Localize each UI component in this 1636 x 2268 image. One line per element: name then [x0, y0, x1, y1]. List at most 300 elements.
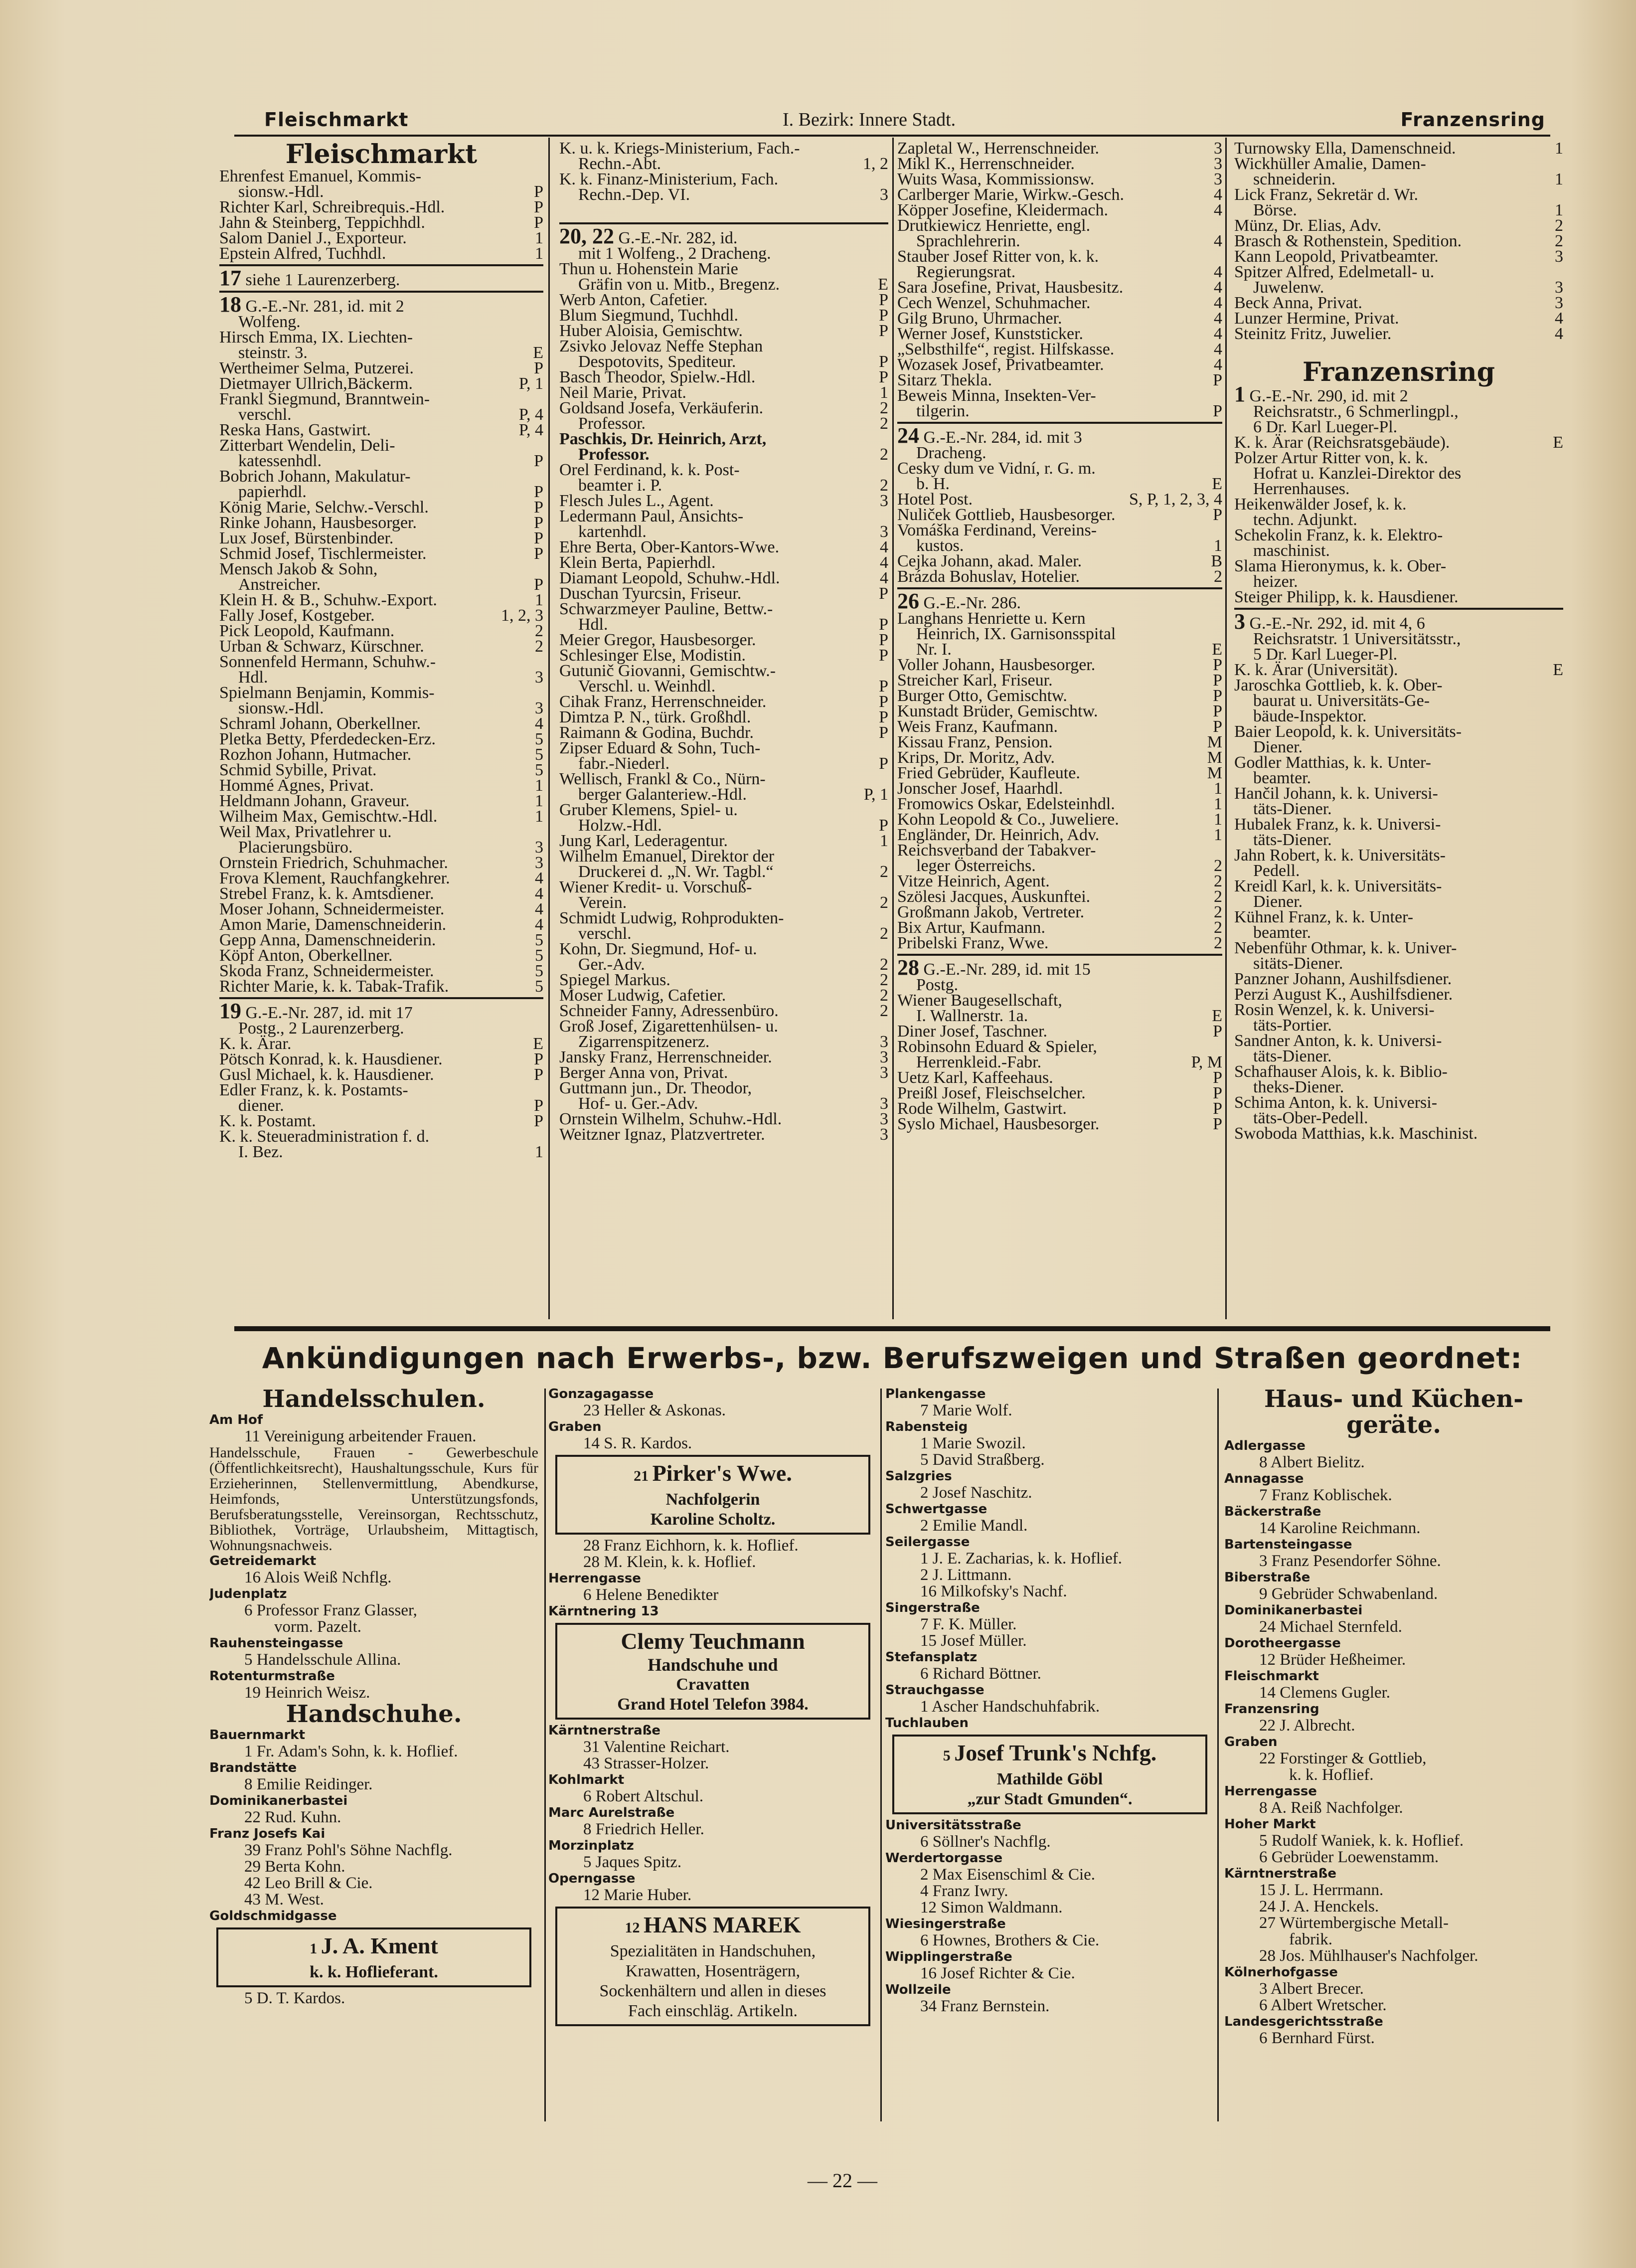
- entry-text: 6 Dr. Karl Lueger-Pl.: [1253, 418, 1398, 436]
- directory-entry: [897, 1116, 1222, 1132]
- floor-marker: 4: [535, 869, 543, 887]
- directory-entry: [897, 295, 1222, 311]
- advertiser-entry: 6 Robert Altschul.: [583, 1787, 704, 1805]
- directory-entry: [897, 904, 1222, 920]
- floor-marker: E: [1212, 1007, 1222, 1025]
- directory-entry: [1234, 724, 1563, 739]
- entry-text: Rosin Wenzel, k. k. Universi-: [1234, 1001, 1435, 1019]
- house-number: 18: [219, 292, 241, 317]
- house-number: 24: [897, 423, 919, 448]
- directory-entry: [1234, 1110, 1563, 1126]
- directory-entry: [559, 224, 888, 248]
- entry-text: berger Galanteriew.-Hdl.: [578, 785, 747, 804]
- floor-marker: M: [1207, 748, 1222, 767]
- floor-marker: E: [1553, 661, 1563, 679]
- entry-text: K. k. Finanz-Ministerium, Fach.: [559, 170, 779, 188]
- directory-entry: [219, 716, 543, 731]
- advertiser-entry: 28 M. Klein, k. k. Hoflief.: [583, 1553, 756, 1571]
- floor-marker: 2: [1214, 857, 1222, 875]
- entry-text: K. k. Steueradministration f. d.: [219, 1127, 430, 1146]
- ad-name: Josef Trunk's Nchfg.: [954, 1740, 1157, 1765]
- floor-marker: 3: [1555, 278, 1563, 297]
- street-name: Dorotheergasse: [1224, 1636, 1341, 1651]
- advertiser-entry: 12 Simon Waldmann.: [920, 1899, 1063, 1917]
- entry-text: I. Wallnerstr. 1a.: [916, 1007, 1028, 1025]
- directory-entry: [219, 793, 543, 809]
- street-name: Marc Aurelstraße: [548, 1805, 675, 1820]
- street-name: Singerstraße: [885, 1600, 980, 1615]
- floor-marker: 4: [880, 538, 888, 556]
- directory-entry: [559, 447, 888, 462]
- advertiser-entry: 8 Albert Bielitz.: [1259, 1453, 1365, 1471]
- floor-marker: P: [879, 693, 888, 711]
- entry-text: Paschkis, Dr. Heinrich, Arzt,: [559, 430, 767, 448]
- entry-text: Reska Hans, Gastwirt.: [219, 421, 371, 439]
- entry-text: kartenhdl.: [578, 523, 647, 541]
- floor-marker: P: [534, 182, 543, 201]
- ads-column-2: [548, 1386, 877, 2124]
- floor-marker: 2: [880, 863, 888, 881]
- directory-entry: [559, 555, 888, 570]
- directory-entry: [897, 523, 1222, 538]
- street-name: Universitätsstraße: [885, 1818, 1021, 1833]
- entry-text: Brázda Bohuslav, Hotelier.: [897, 567, 1080, 586]
- floor-marker: 2: [1214, 872, 1222, 890]
- advertiser-entry: 24 Michael Sternfeld.: [1259, 1618, 1402, 1636]
- street-name: Salzgries: [885, 1469, 952, 1484]
- directory-entry: [219, 654, 543, 670]
- directory-entry: [897, 688, 1222, 703]
- directory-entry: [219, 515, 543, 530]
- directory-entry: [219, 292, 543, 317]
- entry-text: Polzer Artur Ritter von, k. k.: [1234, 449, 1429, 467]
- entry-text: Verschl. u. Weinhdl.: [578, 677, 716, 696]
- directory-entry: [219, 1113, 543, 1129]
- entry-text: Spielmann Benjamin, Kommis-: [219, 684, 435, 702]
- entry-text: Drutkiewicz Henriette, engl.: [897, 216, 1091, 235]
- entry-text: Münz, Dr. Elias, Adv.: [1234, 216, 1382, 235]
- advertiser-entry: 28 Franz Eichhorn, k. k. Hoflief.: [583, 1537, 799, 1555]
- floor-marker: 5: [535, 761, 543, 779]
- entry-text: Baier Leopold, k. k. Universitäts-: [1234, 722, 1462, 741]
- entry-text: Rechn.-Dep. VI.: [578, 185, 690, 204]
- advertisement-banner: Ankündigungen nach Erwerbs-, bzw. Berufszweigen und Straßen geordnet:: [262, 1341, 1523, 1375]
- directory-entry: [559, 1111, 888, 1127]
- entry-text: Mikl K., Herrenschneider.: [897, 155, 1075, 173]
- ad-name: Pirker's Wwe.: [652, 1460, 792, 1486]
- directory-entry: [897, 461, 1222, 476]
- ad-name: HANS MAREK: [643, 1912, 801, 1937]
- entry-text: Wickhüller Amalie, Damen-: [1234, 155, 1426, 173]
- entry-text: „Selbsthilfe“, regist. Hilfskasse.: [897, 340, 1115, 358]
- street-name: Graben: [548, 1419, 602, 1434]
- directory-entry: [219, 561, 543, 577]
- directory-entry: [219, 314, 543, 330]
- directory-entry: [219, 963, 543, 979]
- floor-marker: P: [534, 575, 543, 594]
- floor-marker: P: [534, 1050, 543, 1068]
- house-detail: G.-E.-Nr. 284, id. mit 3: [919, 428, 1082, 447]
- advertiser-entry: 12 Marie Huber.: [583, 1886, 692, 1904]
- floor-marker: P: [879, 708, 888, 726]
- directory-entry: [1234, 786, 1563, 801]
- floor-marker: 4: [535, 900, 543, 918]
- entry-text: Lunzer Hermine, Privat.: [1234, 309, 1399, 328]
- floor-marker: E: [1553, 433, 1563, 452]
- floor-marker: 5: [535, 730, 543, 748]
- directory-entry: [559, 679, 888, 694]
- entry-text: Nebenführ Othmar, k. k. Univer-: [1234, 939, 1457, 957]
- directory-entry: [1234, 848, 1563, 863]
- directory-entry: [897, 357, 1222, 372]
- header-left: Fleischmarkt: [264, 109, 409, 131]
- entry-text: beamter.: [1253, 769, 1311, 787]
- floor-marker: P: [1213, 717, 1222, 736]
- directory-entry: [897, 993, 1222, 1008]
- advertiser-entry: 16 Milkofsky's Nachf.: [920, 1582, 1067, 1600]
- column-4: [1234, 141, 1563, 1332]
- advertiser-entry: 15 J. L. Herrmann.: [1259, 1881, 1384, 1899]
- directory-entry: [219, 345, 543, 360]
- entry-text: Herrenhauses.: [1253, 480, 1350, 498]
- entry-text: Syslo Michael, Hausbesorger.: [897, 1115, 1100, 1133]
- floor-marker: P: [534, 514, 543, 532]
- directory-entry: [559, 941, 888, 957]
- ad-line: Karoline Scholtz.: [650, 1510, 776, 1529]
- entry-text: Richter Karl, Schreibrequis.-Hdl.: [219, 198, 445, 216]
- floor-marker: 3: [535, 838, 543, 857]
- floor-marker: P: [534, 452, 543, 470]
- entry-text: Wertheimer Selma, Putzerei.: [219, 359, 414, 377]
- advertiser-entry: 43 Strasser-Holzer.: [583, 1754, 709, 1772]
- directory-entry: [559, 478, 888, 493]
- advertiser-entry: 7 F. K. Müller.: [920, 1615, 1017, 1633]
- floor-marker: 5: [535, 946, 543, 965]
- directory-entry: [559, 524, 888, 539]
- directory-entry: [1234, 382, 1563, 406]
- advertiser-entry: 14 Karoline Reichmann.: [1259, 1519, 1421, 1537]
- floor-marker: 2: [880, 1002, 888, 1020]
- directory-entry: [559, 539, 888, 555]
- directory-entry: [1234, 878, 1563, 894]
- floor-marker: 3: [880, 1110, 888, 1128]
- street-name: Stefansplatz: [885, 1650, 978, 1665]
- directory-entry: [559, 972, 888, 988]
- entry-text: Gilg Bruno, Uhrmacher.: [897, 309, 1062, 328]
- entry-text: Huber Aloisia, Gemischtw.: [559, 322, 743, 340]
- entry-text: Cejka Johann, akad. Maler.: [897, 552, 1082, 570]
- entry-text: Druckerei d. „N. Wr. Tagbl.“: [578, 863, 774, 881]
- entry-text: Wuits Wasa, Kommissionsw.: [897, 170, 1095, 188]
- directory-entry: [897, 1024, 1222, 1039]
- directory-entry: [559, 141, 888, 156]
- ad-name: Clemy Teuchmann: [621, 1628, 805, 1654]
- directory-entry: [1234, 233, 1563, 249]
- entry-text: Dracheng.: [916, 444, 986, 462]
- floor-marker: P: [1213, 506, 1222, 524]
- entry-text: Szölesi Jacques, Auskunftei.: [897, 887, 1091, 906]
- directory-entry: [897, 734, 1222, 750]
- directory-entry: [897, 977, 1222, 993]
- directory-entry: [897, 507, 1222, 523]
- directory-entry: [897, 233, 1222, 249]
- entry-text: Salom Daniel J., Exporteur.: [219, 229, 407, 247]
- directory-entry: [559, 354, 888, 369]
- street-name: Kärntnerstraße: [548, 1723, 661, 1738]
- directory-entry: [559, 1019, 888, 1034]
- floor-marker: 3: [880, 1063, 888, 1082]
- entry-text: Streicher Karl, Friseur.: [897, 671, 1053, 690]
- floor-marker: P: [879, 723, 888, 742]
- block-rule: [897, 587, 1222, 589]
- floor-marker: P: [1213, 402, 1222, 420]
- floor-marker: 1: [1214, 826, 1222, 844]
- ad-house-number: 5: [943, 1747, 955, 1764]
- floor-marker: P: [879, 754, 888, 773]
- directory-entry: [559, 879, 888, 895]
- entry-text: Berger Anna von, Privat.: [559, 1063, 728, 1082]
- entry-text: sionsw.-Hdl.: [238, 699, 324, 717]
- advertiser-entry: 5 D. T. Kardos.: [244, 1989, 345, 2007]
- directory-entry: [1234, 466, 1563, 481]
- column-divider: [1217, 1389, 1219, 2121]
- entry-text: Kohn, Dr. Siegmund, Hof- u.: [559, 940, 757, 958]
- house-detail: G.-E.-Nr. 292, id. mit 4, 6: [1245, 614, 1425, 633]
- directory-entry: [897, 538, 1222, 553]
- advertiser-entry: 5 Rudolf Waniek, k. k. Hoflief.: [1259, 1832, 1464, 1850]
- floor-marker: 4: [1214, 201, 1222, 219]
- directory-entry: [219, 1129, 543, 1144]
- directory-entry: [559, 308, 888, 323]
- advertiser-entry: 31 Valentine Reichart.: [583, 1738, 730, 1756]
- entry-text: Goldsand Josefa, Verkäuferin.: [559, 399, 764, 417]
- entry-text: Schmidt Ludwig, Rohprodukten-: [559, 909, 784, 927]
- directory-entry: [219, 685, 543, 700]
- floor-marker: P: [879, 322, 888, 340]
- directory-entry: [1234, 435, 1563, 450]
- directory-entry: [897, 218, 1222, 233]
- floor-marker: 1: [535, 1143, 543, 1161]
- entry-text: Jahn & Steinberg, Teppichhdl.: [219, 213, 425, 232]
- street-name: Operngasse: [548, 1871, 636, 1886]
- directory-entry: [1234, 662, 1563, 678]
- floor-marker: P: [879, 631, 888, 649]
- floor-marker: 3: [880, 1125, 888, 1144]
- directory-entry: [897, 172, 1222, 187]
- ad-line: Cravatten: [676, 1675, 750, 1694]
- floor-marker: P: [1213, 1099, 1222, 1118]
- page-number: — 22 —: [808, 2169, 877, 2192]
- house-detail: G.-E.-Nr. 289, id. mit 15: [919, 960, 1091, 979]
- directory-entry: [897, 445, 1222, 461]
- entry-text: Wellisch, Frankl & Co., Nürn-: [559, 770, 766, 788]
- entry-text: kustos.: [916, 536, 964, 555]
- advertiser-entry: 24 J. A. Henckels.: [1259, 1898, 1379, 1916]
- entry-text: Wilheim Max, Gemischtw.-Hdl.: [219, 807, 438, 826]
- directory-entry: [219, 871, 543, 886]
- entry-text: Frankl Siegmund, Branntwein-: [219, 390, 430, 408]
- advertiser-entry: 6 Richard Böttner.: [920, 1665, 1041, 1683]
- advertiser-entry: 8 Friedrich Heller.: [583, 1820, 704, 1838]
- entry-text: Kreidl Karl, k. k. Universitäts-: [1234, 877, 1442, 895]
- entry-text: Guttmann jun., Dr. Theodor,: [559, 1079, 752, 1097]
- advertisement-box: [555, 1907, 870, 2026]
- street-name: Goldschmidgasse: [209, 1909, 337, 1923]
- entry-text: Lux Josef, Bürstenbinder.: [219, 529, 394, 547]
- floor-marker: 4: [535, 884, 543, 903]
- ad-line: Grand Hotel Telefon 3984.: [617, 1695, 809, 1714]
- entry-text: Krips, Dr. Moritz, Adv.: [897, 748, 1055, 767]
- entry-text: Schmid Josef, Tischlermeister.: [219, 544, 427, 563]
- entry-text: Wiener Kredit- u. Vorschuß-: [559, 878, 752, 896]
- directory-entry: [897, 156, 1222, 172]
- floor-marker: P: [1213, 702, 1222, 720]
- directory-entry: [219, 407, 543, 422]
- entry-text: Cihak Franz, Herrenschneider.: [559, 693, 767, 711]
- entry-text: Edler Franz, k. k. Postamts-: [219, 1081, 408, 1099]
- entry-text: beamter i. P.: [578, 476, 662, 495]
- floor-marker: 1: [535, 792, 543, 810]
- entry-text: Dietmayer Ullrich,Bäckerm.: [219, 374, 413, 393]
- directory-entry: [559, 895, 888, 910]
- entry-text: Reichsratstr. 1 Universitätsstr.,: [1253, 630, 1461, 648]
- directory-entry: [559, 802, 888, 818]
- floor-marker: 3: [880, 523, 888, 541]
- ad-house-number: 21: [634, 1468, 653, 1484]
- floor-marker: 2: [880, 476, 888, 495]
- floor-marker: 2: [1214, 934, 1222, 952]
- advertiser-entry: 1 Ascher Handschuhfabrik.: [920, 1698, 1100, 1716]
- advertiser-entry: 42 Leo Brill & Cie.: [244, 1874, 373, 1892]
- advertiser-entry: 6 Söllner's Nachflg.: [920, 1833, 1051, 1851]
- floor-marker: 5: [535, 745, 543, 764]
- entry-text: Heinrich, IX. Garnisonsspital: [916, 625, 1116, 643]
- floor-marker: 3: [880, 1033, 888, 1051]
- directory-entry: [1234, 609, 1563, 634]
- directory-entry: [559, 493, 888, 509]
- advertiser-entry: 7 Marie Wolf.: [920, 1401, 1012, 1419]
- advertiser-entry: 16 Alois Weiß Nchflg.: [244, 1569, 392, 1586]
- street-name: Wipplingerstraße: [885, 1949, 1012, 1964]
- directory-entry: [1234, 708, 1563, 724]
- directory-entry: [219, 469, 543, 484]
- advertiser-entry: 2 J. Littmann.: [920, 1566, 1012, 1584]
- advertiser-entry: 1 Fr. Adam's Sohn, k. k. Hoflief.: [244, 1743, 458, 1760]
- directory-entry: [219, 577, 543, 592]
- entry-text: Schraml Johann, Oberkellner.: [219, 714, 421, 733]
- directory-entry: [897, 1039, 1222, 1054]
- directory-entry: [897, 935, 1222, 951]
- directory-entry: [1234, 497, 1563, 512]
- entry-text: Pick Leopold, Kaufmann.: [219, 622, 395, 640]
- floor-marker: 4: [1214, 309, 1222, 328]
- entry-text: Postg.: [916, 976, 959, 994]
- directory-entry: [897, 796, 1222, 812]
- entry-text: Schneider Fanny, Adressenbüro.: [559, 1002, 779, 1020]
- entry-text: fabr.-Niederl.: [578, 754, 670, 773]
- entry-text: Duschan Tyurcsin, Friseur.: [559, 584, 742, 603]
- floor-marker: 1: [1555, 141, 1563, 158]
- directory-entry: [559, 663, 888, 679]
- floor-marker: 1: [1214, 810, 1222, 829]
- floor-marker: 2: [880, 955, 888, 974]
- floor-marker: 1: [1214, 795, 1222, 813]
- directory-entry: [559, 400, 888, 416]
- entry-text: Ger.-Adv.: [578, 955, 645, 974]
- directory-entry: [559, 833, 888, 849]
- directory-entry: [1234, 574, 1563, 589]
- entry-text: Diener.: [1253, 738, 1303, 756]
- floor-marker: 4: [535, 915, 543, 934]
- entry-text: K. k. Ärar.: [219, 1035, 292, 1053]
- floor-marker: 1, 2: [863, 155, 888, 173]
- directory-entry: [559, 1049, 888, 1065]
- entry-text: Flesch Jules L., Agent.: [559, 492, 714, 510]
- floor-marker: P: [534, 544, 543, 563]
- entry-text: beamter.: [1253, 923, 1311, 942]
- entry-text: baurat u. Universitäts-Ge-: [1253, 692, 1430, 710]
- entry-text: Urban & Schwarz, Kürschner.: [219, 637, 424, 656]
- floor-marker: P: [879, 816, 888, 835]
- entry-text: Kunstadt Brüder, Gemischtw.: [897, 702, 1098, 720]
- column-divider: [892, 138, 894, 1319]
- street-name: Franzensring: [1224, 1702, 1319, 1717]
- floor-marker: 3: [1214, 141, 1222, 158]
- column-3: [897, 141, 1222, 1332]
- directory-entry: [219, 731, 543, 747]
- directory-entry: [1234, 512, 1563, 527]
- directory-entry: [559, 261, 888, 277]
- entry-text: Ornstein Wilhelm, Schuhw.-Hdl.: [559, 1110, 782, 1128]
- directory-entry: [219, 855, 543, 871]
- directory-entry: [1234, 817, 1563, 832]
- floor-marker: P: [1213, 1022, 1222, 1041]
- directory-entry: [1234, 925, 1563, 940]
- entry-text: Ehrenfest Emanuel, Kommis-: [219, 167, 422, 185]
- advertiser-entry-cont: k. k. Hoflief.: [1289, 1766, 1374, 1784]
- directory-entry: [219, 246, 543, 261]
- floor-marker: 1: [1555, 201, 1563, 219]
- street-name: Biberstraße: [1224, 1570, 1310, 1585]
- street-name: Seilergasse: [885, 1535, 970, 1550]
- directory-entry: [897, 873, 1222, 889]
- directory-entry: [897, 264, 1222, 280]
- directory-entry: [559, 339, 888, 354]
- directory-entry: [559, 172, 888, 187]
- ad-title: [896, 1740, 1203, 1769]
- block-rule: [219, 291, 543, 293]
- entry-text: Pötsch Konrad, k. k. Hausdiener.: [219, 1050, 443, 1068]
- floor-marker: P: [534, 213, 543, 232]
- directory-entry: [1234, 739, 1563, 755]
- directory-entry: [1234, 1002, 1563, 1018]
- advertiser-entry: 9 Gebrüder Schwabenland.: [1259, 1585, 1438, 1603]
- advertiser-entry: 6 Albert Wretscher.: [1259, 1996, 1387, 2014]
- directory-entry: [1234, 218, 1563, 233]
- entry-text: Wiener Baugesellschaft,: [897, 991, 1062, 1010]
- entry-text: Großmann Jakob, Vertreter.: [897, 903, 1085, 921]
- floor-marker: M: [1207, 764, 1222, 782]
- directory-entry: [897, 141, 1222, 156]
- floor-marker: 5: [535, 931, 543, 949]
- entry-text: Frova Klement, Rauchfangkehrer.: [219, 869, 450, 887]
- directory-entry: [219, 391, 543, 407]
- entry-text: Gräfin von u. Mitb., Bregenz.: [578, 275, 780, 294]
- ads-column-4: [1224, 1386, 1563, 2124]
- entry-text: Raimann & Godina, Buchdr.: [559, 723, 754, 742]
- block-rule: [219, 264, 543, 266]
- floor-marker: 2: [1555, 232, 1563, 250]
